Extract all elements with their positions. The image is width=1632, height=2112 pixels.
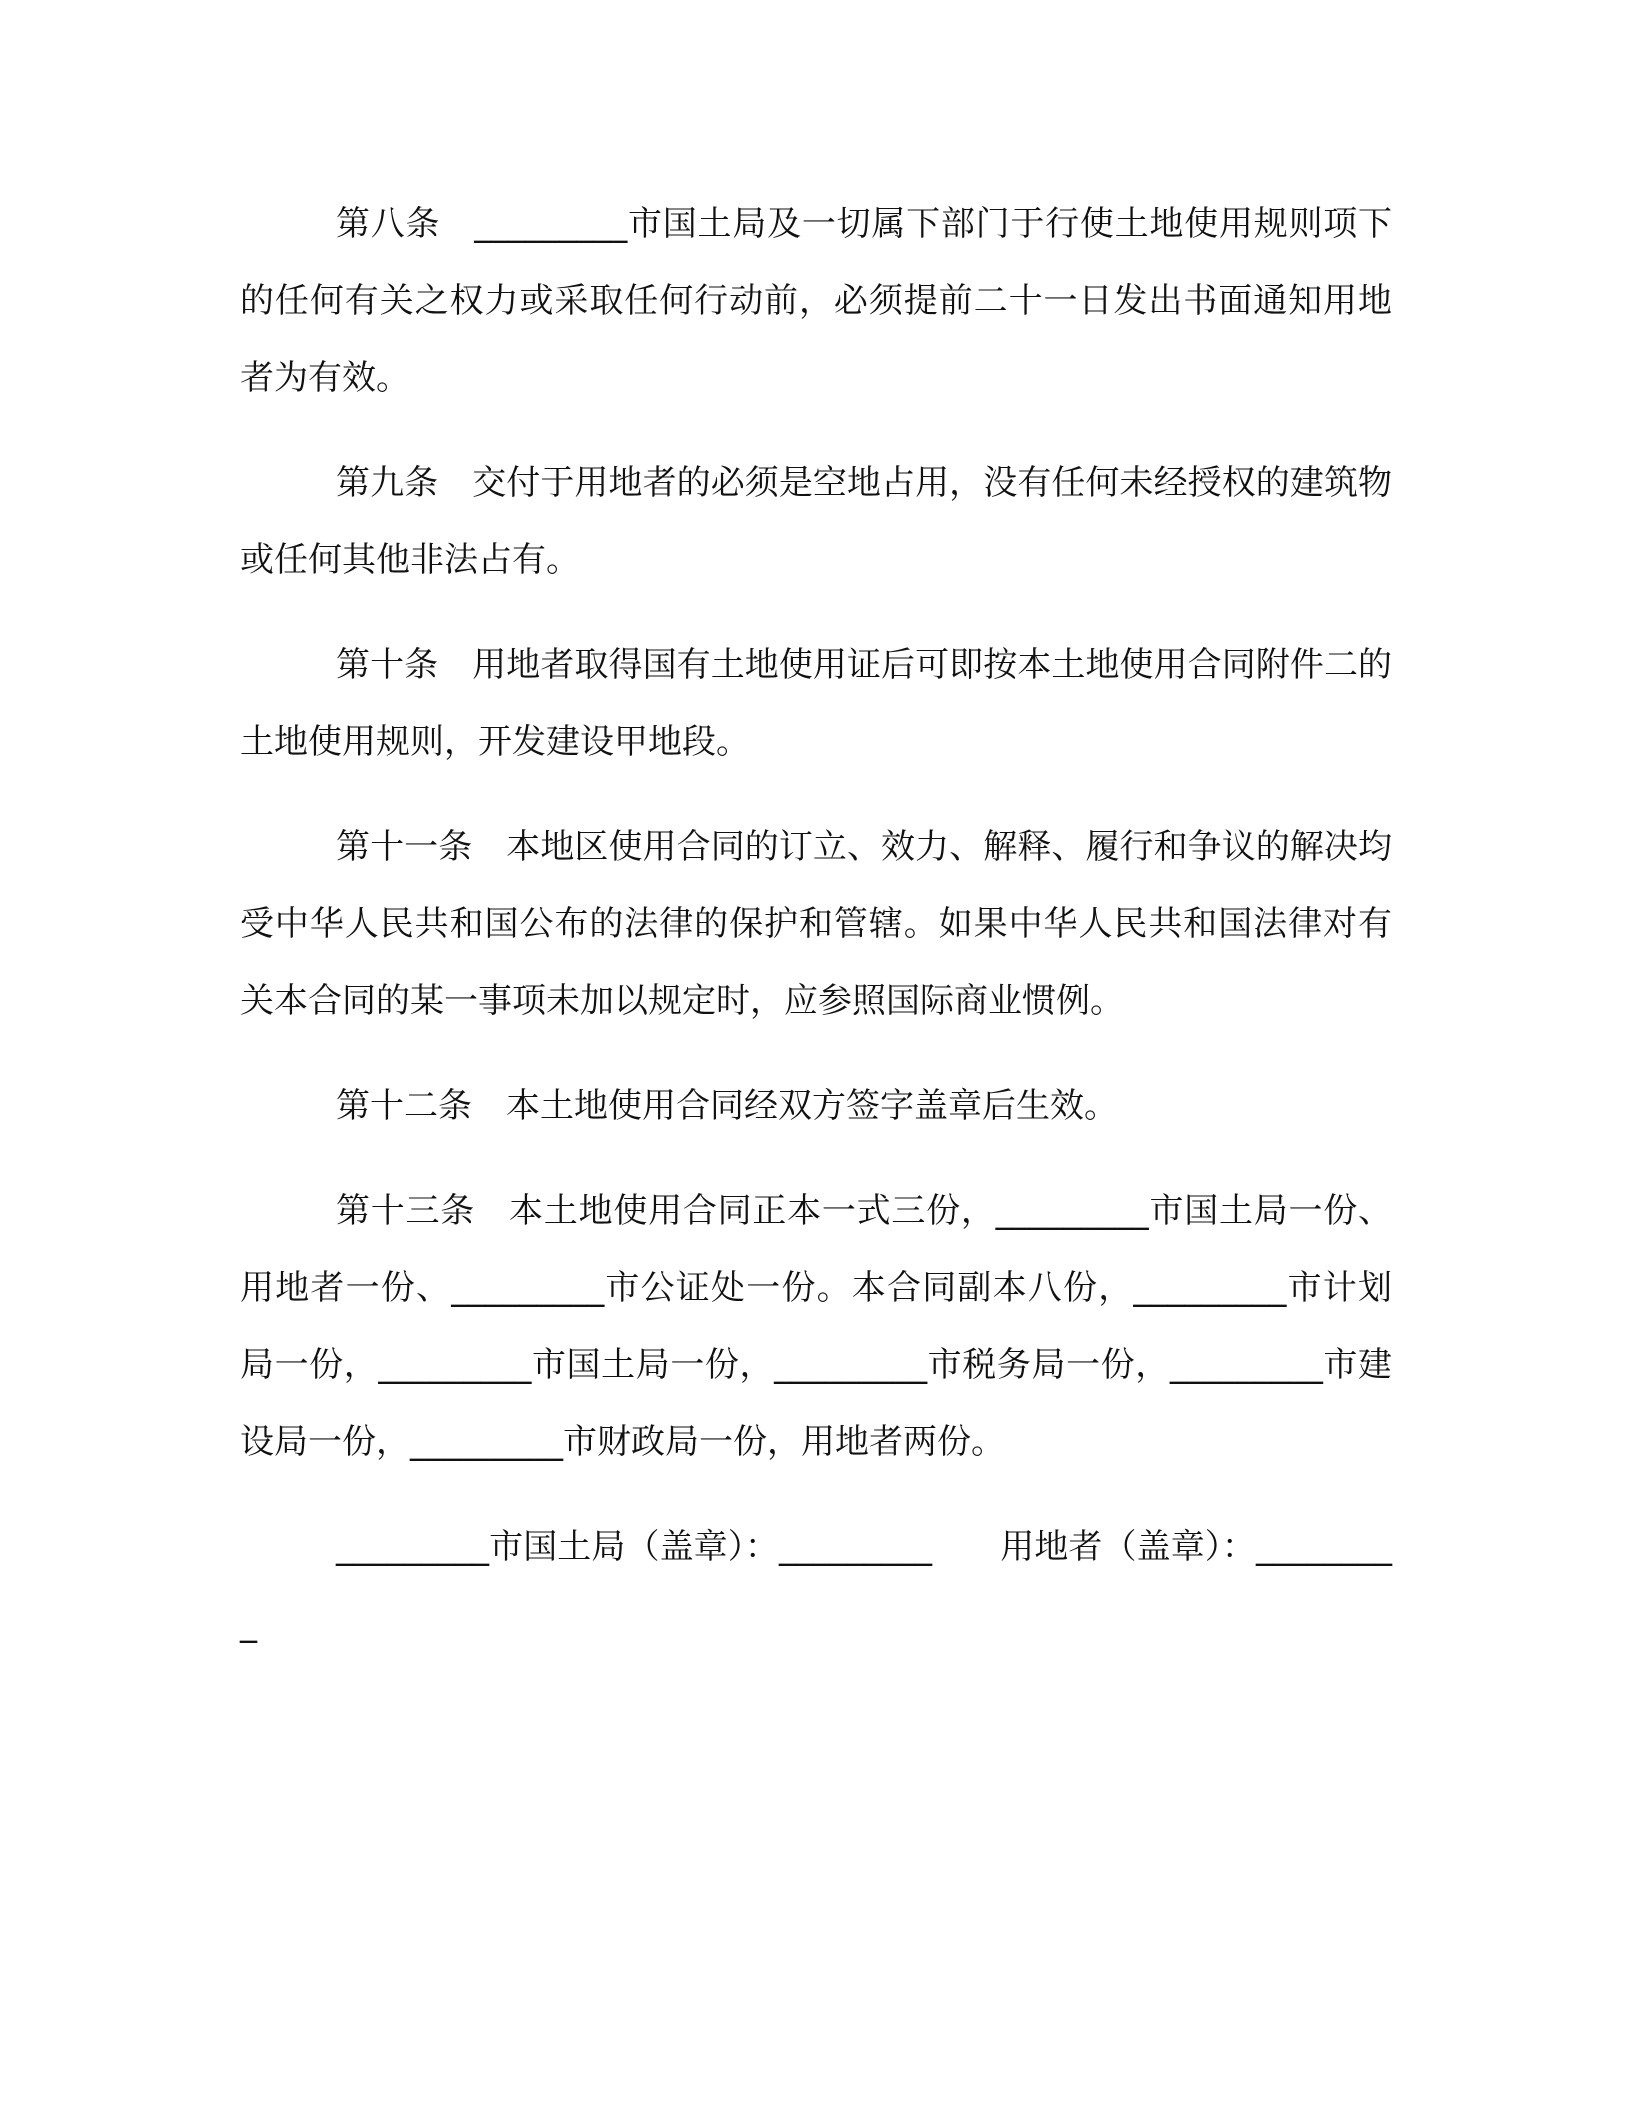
clause-number: 第十一条	[336, 827, 473, 867]
clause-text: 用地者取得国有土地使用证后可即按本土地使用合同附件二的土地使用规则，开发建设甲地段。	[240, 645, 1393, 762]
signature-line: _________市国土局（盖章）：_________ 用地者（盖章）：_________	[240, 1527, 1392, 1644]
clause-text: 本土地使用合同经双方签字盖章后生效。	[506, 1086, 1118, 1126]
clause-text: 本土地使用合同正本一式三份，_________市国土局一份、用地者一份、_________市公证处一份。本合同副本八份，_________市计划局一份，_________市国土局一份，_________市税务局一份，_________市建设局一份，_________市财政局一份，用地者两份。	[240, 1191, 1393, 1462]
clause-11	[240, 809, 1392, 1040]
clause-8	[240, 186, 1392, 417]
clause-9	[240, 445, 1392, 599]
clause-text: 交付于用地者的必须是空地占用，没有任何未经授权的建筑物或任何其他非法占有。	[240, 463, 1393, 580]
clause-number: 第十二条	[336, 1086, 472, 1126]
clause-number: 第九条	[336, 463, 439, 503]
clause-text: _________市国土局及一切属下部门于行使土地使用规则项下的任何有关之权力或采取任何行动前，必须提前二十一日发出书面通知用地者为有效。	[240, 204, 1392, 398]
clause-number: 第十三条	[336, 1191, 476, 1231]
clause-number: 第八条	[336, 204, 441, 244]
clause-12	[240, 1068, 1392, 1145]
clause-13	[240, 1173, 1392, 1481]
clause-10	[240, 627, 1392, 781]
clause-number: 第十条	[336, 645, 439, 685]
clause-text: 本地区使用合同的订立、效力、解释、履行和争议的解决均受中华人民共和国公布的法律的保护和管辖。如果中华人民共和国法律对有关本合同的某一事项未加以规定时，应参照国际商业惯例。	[240, 827, 1393, 1021]
document-page	[240, 186, 1392, 1663]
